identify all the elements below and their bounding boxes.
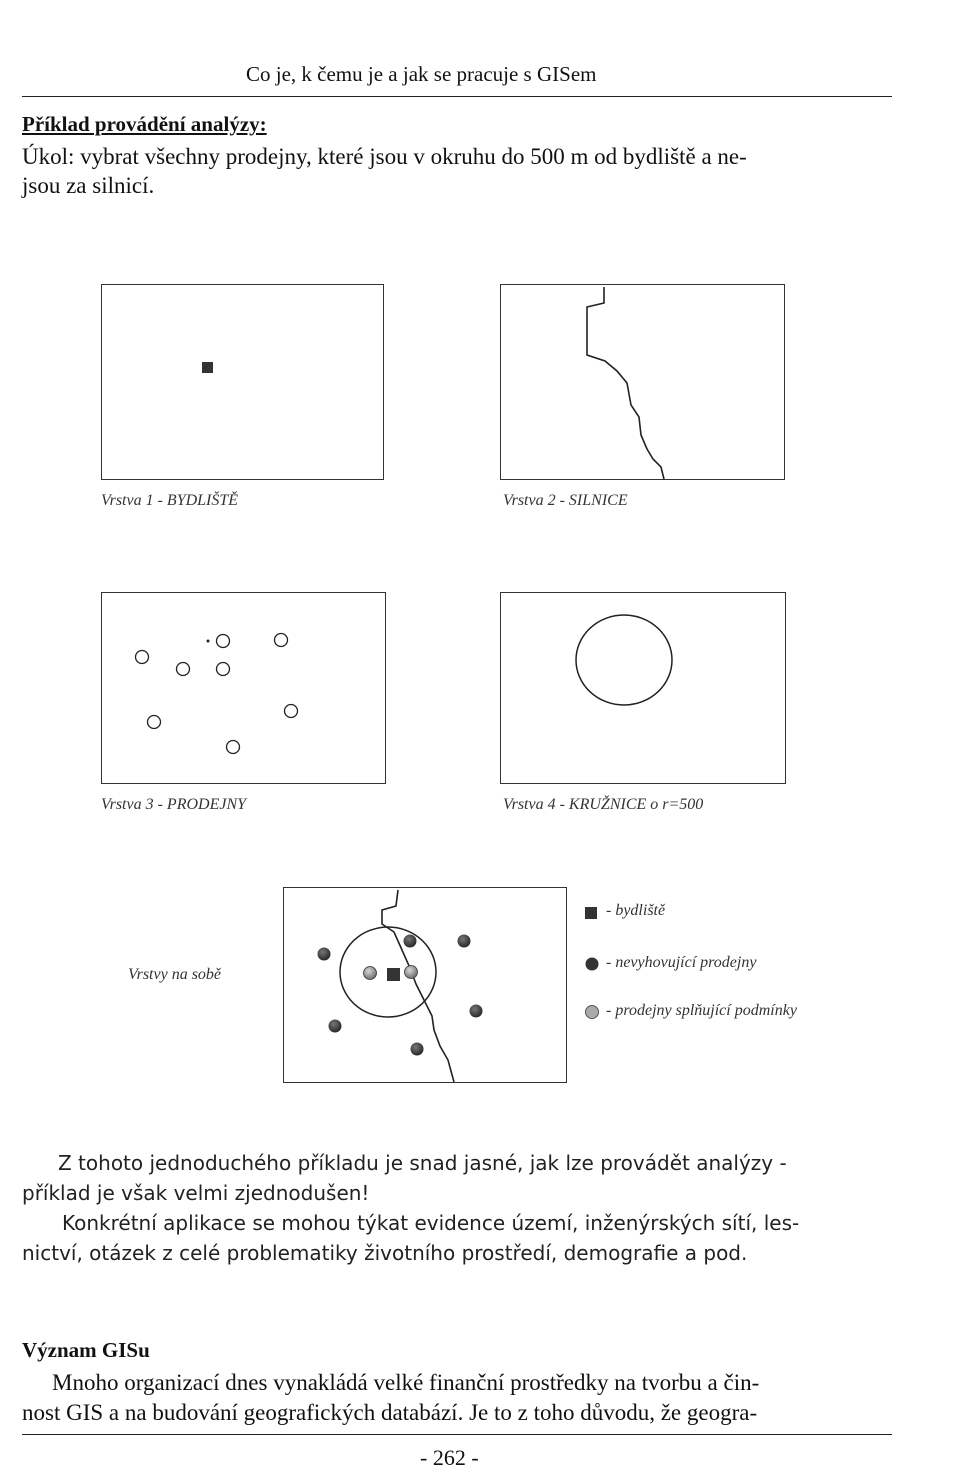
footer-rule [22,1434,892,1435]
layer2-panel [500,284,785,480]
road-line [501,285,784,479]
unsuitable-shop-dot [411,1043,424,1056]
unsuitable-shop-dot [404,935,417,948]
unsuitable-shop-dot [470,1005,483,1018]
task-line-2: jsou za silnicí. [22,173,155,198]
unsuitable-shop-dot [318,948,331,961]
layer4-caption: Vrstva 4 - KRUŽNICE o r=500 [503,796,704,813]
significance-line: Mnoho organizací dnes vynakládá velké finanční prostředky na tvorbu a čin- [52,1370,760,1395]
legend-unsuitable-label: - nevyhovující prodejny [606,954,757,971]
layer3-caption: Vrstva 3 - PRODEJNY [101,796,247,813]
overlay-caption: Vrstvy na sobě [128,966,222,983]
shops-layer [102,593,385,783]
header-rule [22,96,892,97]
shop-circle [217,635,230,648]
home-square-icon [387,968,400,981]
shop-circle [136,651,149,664]
layer4-panel [500,592,786,784]
legend-unsuitable-icon [584,956,600,972]
layer3-panel [101,592,386,784]
shop-circle [227,741,240,754]
example-heading: Příklad provádění analýzy: [22,112,267,136]
significance-line: nost GIS a na budování geografických databází. Je to z toho důvodu, že geogra- [22,1400,758,1425]
home-square-icon [202,362,213,373]
unsuitable-shop-dot [458,935,471,948]
legend-suitable-icon [584,1004,600,1020]
radius-circle [501,593,785,783]
layer1-panel [101,284,384,480]
layer2-caption: Vrstva 2 - SILNICE [503,492,628,509]
unsuitable-shop-dot [329,1020,342,1033]
running-header: Co je, k čemu je a jak se pracuje s GISem [246,62,597,86]
layer1-caption: Vrstva 1 - BYDLIŠTĚ [101,492,239,509]
suitable-shop-dot [364,967,377,980]
legend-suitable-label: - prodejny splňující podmínky [606,1002,797,1019]
shop-circle [217,663,230,676]
paragraph-line: Konkrétní aplikace se mohou týkat evidence území, inženýrských sítí, les- [62,1211,800,1235]
shop-circle [148,716,161,729]
page-number: - 262 - [420,1445,479,1470]
legend [582,900,902,1030]
shop-circle [177,663,190,676]
shop-circle [285,705,298,718]
shop-circle [275,634,288,647]
legend-home-label: - bydliště [606,902,666,919]
paragraph-line: příklad je však velmi zjednodušen! [22,1181,370,1205]
task-line-1: Úkol: vybrat všechny prodejny, které jsou v okruhu do 500 m od bydliště a ne- [22,144,747,169]
legend-home-icon [585,907,597,919]
significance-heading: Význam GISu [22,1338,150,1362]
paragraph-line: nictví, otázek z celé problematiky životního prostředí, demografie a pod. [22,1241,748,1265]
paragraph-line: Z tohoto jednoduchého příkladu je snad jasné, jak lze provádět analýzy - [58,1151,787,1175]
overlay-map [284,888,566,1082]
suitable-shop-dot [405,966,418,979]
overlay-panel [283,887,567,1083]
